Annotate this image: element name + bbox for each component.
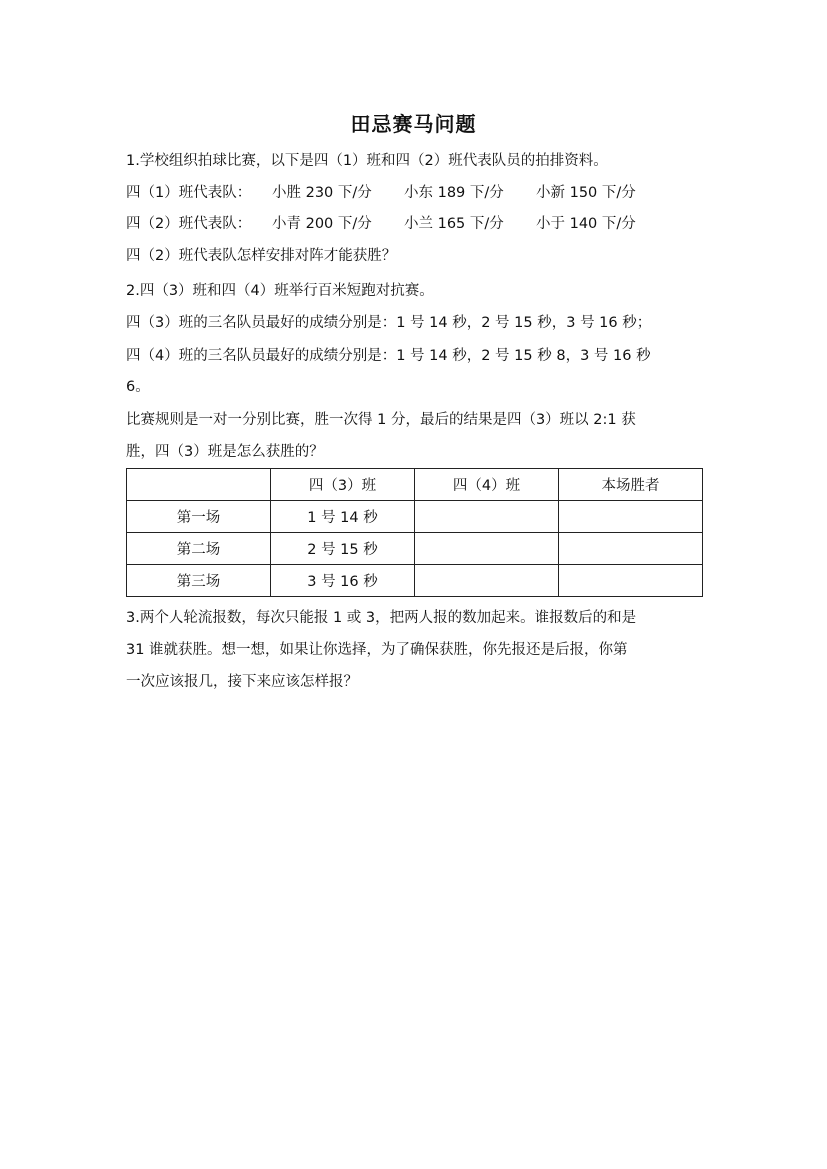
q2-rule-cont: 胜，四（3）班是怎么获胜的？ bbox=[126, 444, 324, 460]
table-header-cell: 四（3）班 bbox=[271, 469, 415, 501]
winner-cell[interactable] bbox=[559, 565, 703, 597]
round-label: 第二场 bbox=[127, 533, 271, 565]
q1-team1-member: 小东 189 下/分 bbox=[404, 185, 504, 201]
round-label: 第三场 bbox=[127, 565, 271, 597]
q1-team2-member: 小青 200 下/分 bbox=[272, 216, 372, 232]
winner-cell[interactable] bbox=[559, 501, 703, 533]
q2-intro: 2.四（3）班和四（4）班举行百米短跑对抗赛。 bbox=[126, 283, 434, 299]
q3-line-2: 31 谁就获胜。想一想，如果让你选择，为了确保获胜，你先报还是后报，你第 bbox=[126, 642, 628, 658]
q1-team2-line bbox=[126, 214, 706, 234]
table-header-cell: 四（4）班 bbox=[415, 469, 559, 501]
table-row bbox=[127, 501, 703, 533]
table-header-cell bbox=[127, 469, 271, 501]
q1-team1-member: 小新 150 下/分 bbox=[536, 185, 636, 201]
table-row bbox=[127, 533, 703, 565]
q2-team4-results-cont: 6。 bbox=[126, 379, 150, 395]
q1-team2-member: 小兰 165 下/分 bbox=[404, 216, 504, 232]
team4-player-cell[interactable] bbox=[415, 533, 559, 565]
q1-team2-member: 小于 140 下/分 bbox=[536, 216, 636, 232]
q1-intro: 1.学校组织拍球比赛，以下是四（1）班和四（2）班代表队员的拍排资料。 bbox=[126, 153, 608, 169]
team3-player-cell: 3 号 16 秒 bbox=[271, 565, 415, 597]
winner-cell[interactable] bbox=[559, 533, 703, 565]
q1-team1-line bbox=[126, 183, 706, 203]
q3-line-3: 一次应该报几，接下来应该怎样报？ bbox=[126, 674, 358, 690]
q1-team1-member: 小胜 230 下/分 bbox=[272, 185, 372, 201]
team3-player-cell: 1 号 14 秒 bbox=[271, 501, 415, 533]
q2-team3-results: 四（3）班的三名队员最好的成绩分别是：1 号 14 秒，2 号 15 秒，3 号 16 秒； bbox=[126, 315, 652, 331]
team4-player-cell[interactable] bbox=[415, 565, 559, 597]
q1-team2-label: 四（2）班代表队： bbox=[126, 216, 252, 232]
q3-line-1: 3.两个人轮流报数，每次只能报 1 或 3，把两人报的数加起来。谁报数后的和是 bbox=[126, 610, 637, 626]
page-title: 田忌赛马问题 bbox=[350, 112, 477, 136]
q1-team1-label: 四（1）班代表队： bbox=[126, 185, 252, 201]
team4-player-cell[interactable] bbox=[415, 501, 559, 533]
q2-rule: 比赛规则是一对一分别比赛，胜一次得 1 分，最后的结果是四（3）班以 2:1 获 bbox=[126, 412, 636, 428]
table-header-cell: 本场胜者 bbox=[559, 469, 703, 501]
team3-player-cell: 2 号 15 秒 bbox=[271, 533, 415, 565]
table-row bbox=[127, 565, 703, 597]
q1-question: 四（2）班代表队怎样安排对阵才能获胜？ bbox=[126, 248, 397, 264]
q2-team4-results: 四（4）班的三名队员最好的成绩分别是：1 号 14 秒，2 号 15 秒 8，3 号 16 秒 bbox=[126, 348, 651, 364]
match-table bbox=[126, 468, 703, 597]
round-label: 第一场 bbox=[127, 501, 271, 533]
table-header-row bbox=[127, 469, 703, 501]
